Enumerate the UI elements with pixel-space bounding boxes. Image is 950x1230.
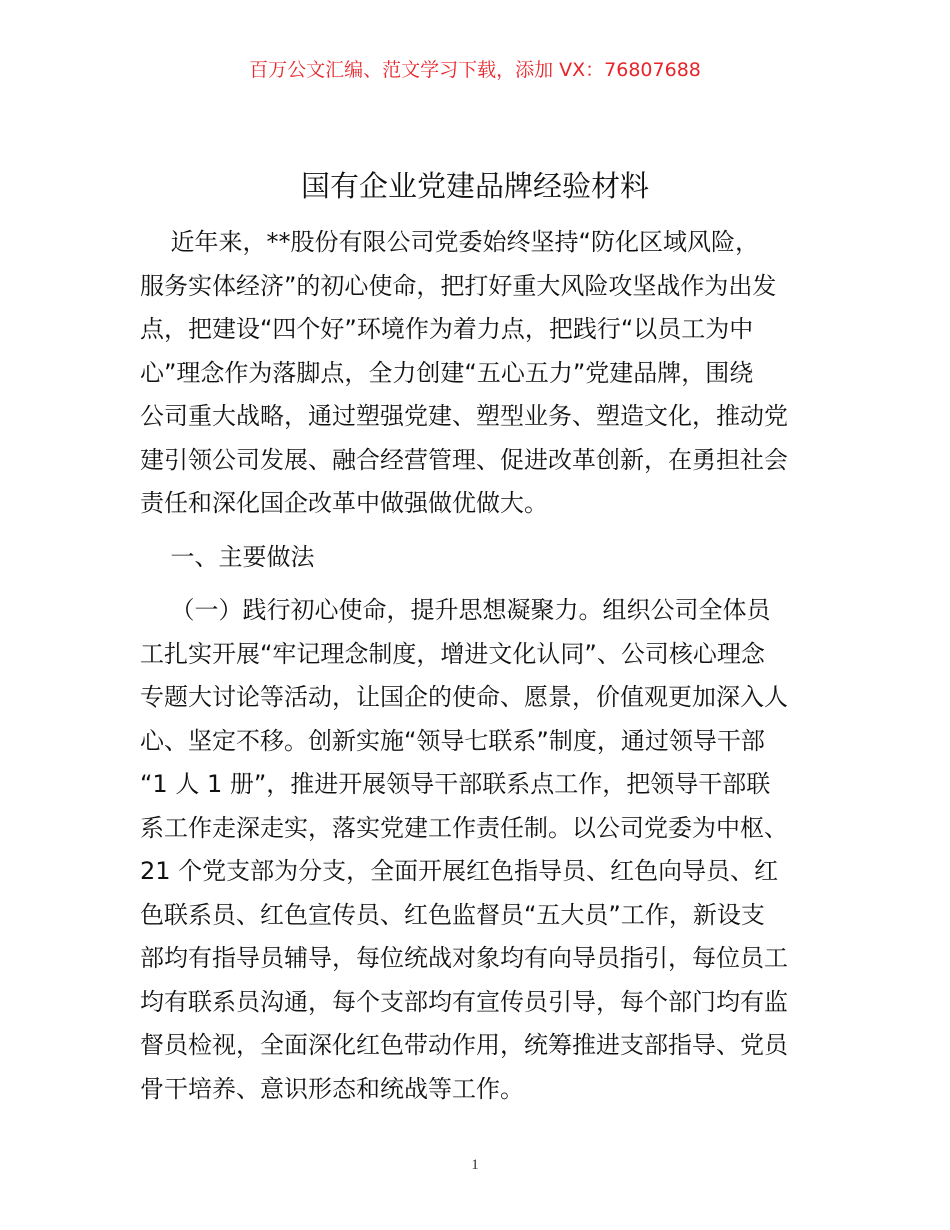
paragraph-line: 部均有指导员辅导，每位统战对象均有向导员指引，每位员工 — [140, 944, 788, 972]
paragraph-line: 公司重大战略，通过塑强党建、塑型业务、塑造文化，推动党 — [140, 402, 788, 430]
paragraph-line: 骨干培养、意识形态和统战等工作。 — [140, 1074, 524, 1103]
paragraph-gap — [140, 579, 812, 589]
paragraph-line: 心”理念作为落脚点，全力创建“五心五力”党建品牌，围绕 — [140, 358, 754, 387]
paragraph-line: 心、坚定不移。创新实施“领导七联系”制度，通过领导干部 — [140, 726, 765, 755]
page-number: 1 — [471, 1157, 479, 1173]
paragraph-line: 专题大讨论等活动，让国企的使命、愿景，价值观更加深入人 — [140, 683, 788, 711]
document-body — [140, 221, 812, 1111]
paragraph-line: “1 人 1 册”，推进开展领导干部联系点工作，把领导干部联 — [140, 770, 771, 798]
paragraph-line: 督员检视，全面深化红色带动作用，统筹推进支部指导、党员 — [140, 1031, 788, 1059]
paragraph-line: 责任和深化国企改革中做强做优做大。 — [140, 489, 548, 517]
watermark-banner: 百万公文汇编、范文学习下载，添加 VX：76807688 — [249, 59, 701, 81]
paragraph-gap — [140, 526, 812, 536]
paragraph-line: 工扎实开展“牢记理念制度，增进文化认同”、公司核心理念 — [140, 639, 765, 668]
paragraph-line: 服务实体经济”的初心使命，把打好重大风险攻坚战作为出发 — [140, 271, 777, 300]
paragraph-line: 色联系员、红色宣传员、红色监督员“五大员”工作，新设支 — [140, 900, 765, 929]
paragraph-line: （一）践行初心使命，提升思想凝聚力。组织公司全体员 — [140, 596, 771, 624]
paragraph-line: 系工作走深走实，落实党建工作责任制。以公司党委为中枢、 — [140, 813, 788, 842]
paragraph-line: 建引领公司发展、融合经营管理、促进改革创新，在勇担社会 — [140, 445, 788, 474]
paragraph-line: 均有联系员沟通，每个支部均有宣传员引导，每个部门均有监 — [140, 987, 788, 1016]
paragraph-line: 近年来，**股份有限公司党委始终坚持“防化区域风险， — [140, 228, 759, 256]
paragraph-line: 点，把建设“四个好”环境作为着力点，把践行“以员工为中 — [140, 315, 754, 343]
paragraph-line: 21 个党支部为分支，全面开展红色指导员、红色向导员、红 — [140, 857, 779, 885]
document-title: 国有企业党建品牌经验材料 — [300, 169, 649, 203]
section-heading: 一、主要做法 — [140, 542, 315, 571]
subsection-paragraph — [140, 589, 812, 1111]
intro-paragraph — [140, 221, 812, 526]
